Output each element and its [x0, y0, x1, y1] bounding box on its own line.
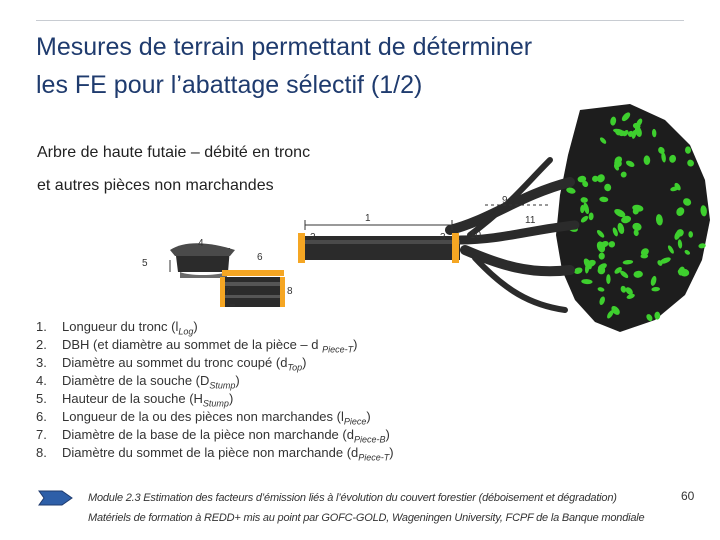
footer-line-1: Module 2.3 Estimation des facteurs d’émission liés à l’évolution du couvert forestier (déboisement et dégradation)	[88, 492, 617, 504]
subtitle-line-2: et autres pièces non marchandes	[37, 177, 274, 194]
page-number: 60	[681, 489, 695, 503]
label-5: 5	[142, 258, 148, 269]
label-3: 3	[440, 232, 446, 243]
list-item: 7. Diamètre de la base de la pièce non marchande $(d_{Piece-B})$	[36, 427, 390, 445]
footer-arrow-icon	[38, 488, 74, 508]
list-item: 5. Hauteur de la souche $(H_{Stump})$	[36, 391, 234, 409]
label-6: 6	[257, 252, 263, 263]
main-log	[300, 236, 460, 260]
non-merchantable-piece	[222, 277, 284, 307]
subtitle-line-1: Arbre de haute futaie – débité en tronc	[37, 144, 311, 161]
leaf	[606, 274, 610, 284]
slide-title	[36, 28, 676, 104]
list-item: 6. Longueur de la ou des pièces non marchandes $(l_{Piece})$	[36, 409, 371, 427]
tree-canopy	[556, 104, 710, 332]
footer	[88, 488, 644, 528]
list-item: 4. Diamètre de la souche $(D_{Stump})$	[36, 373, 240, 391]
list-item: 2. DBH (et diamètre au sommet de la pièce – d $_{Piece-T}$)	[36, 337, 358, 355]
list-item: 3. Diamètre au sommet du tronc coupé $(d_{Top})$	[36, 355, 307, 373]
label-1: 1	[365, 213, 371, 224]
measurement-list	[36, 318, 394, 462]
title-line-2: les FE pour l’abattage sélectif (1/2)	[36, 71, 423, 99]
top-rule	[36, 20, 684, 21]
title-line-1: Mesures de terrain permettant de déterminer	[36, 33, 533, 61]
label-4: 4	[198, 238, 204, 249]
label-9: 9	[502, 195, 508, 206]
list-item: 8. Diamètre du sommet de la pièce non marchande $(d_{Piece-T})$	[36, 445, 394, 463]
label-2: 2	[310, 232, 316, 243]
felled-tree-diagram	[130, 100, 720, 335]
label-7: 7	[225, 286, 231, 297]
label-8: 8	[287, 286, 293, 297]
label-11: 11	[525, 215, 536, 226]
list-item: 1. Longueur du tronc $(l_{Log})$	[36, 319, 198, 337]
footer-line-2: Matériels de formation à REDD+ mis au point par GOFC-GOLD, Wageningen University, FCPF de la Banque mondiale	[88, 512, 645, 524]
label-10: 10	[470, 230, 482, 241]
